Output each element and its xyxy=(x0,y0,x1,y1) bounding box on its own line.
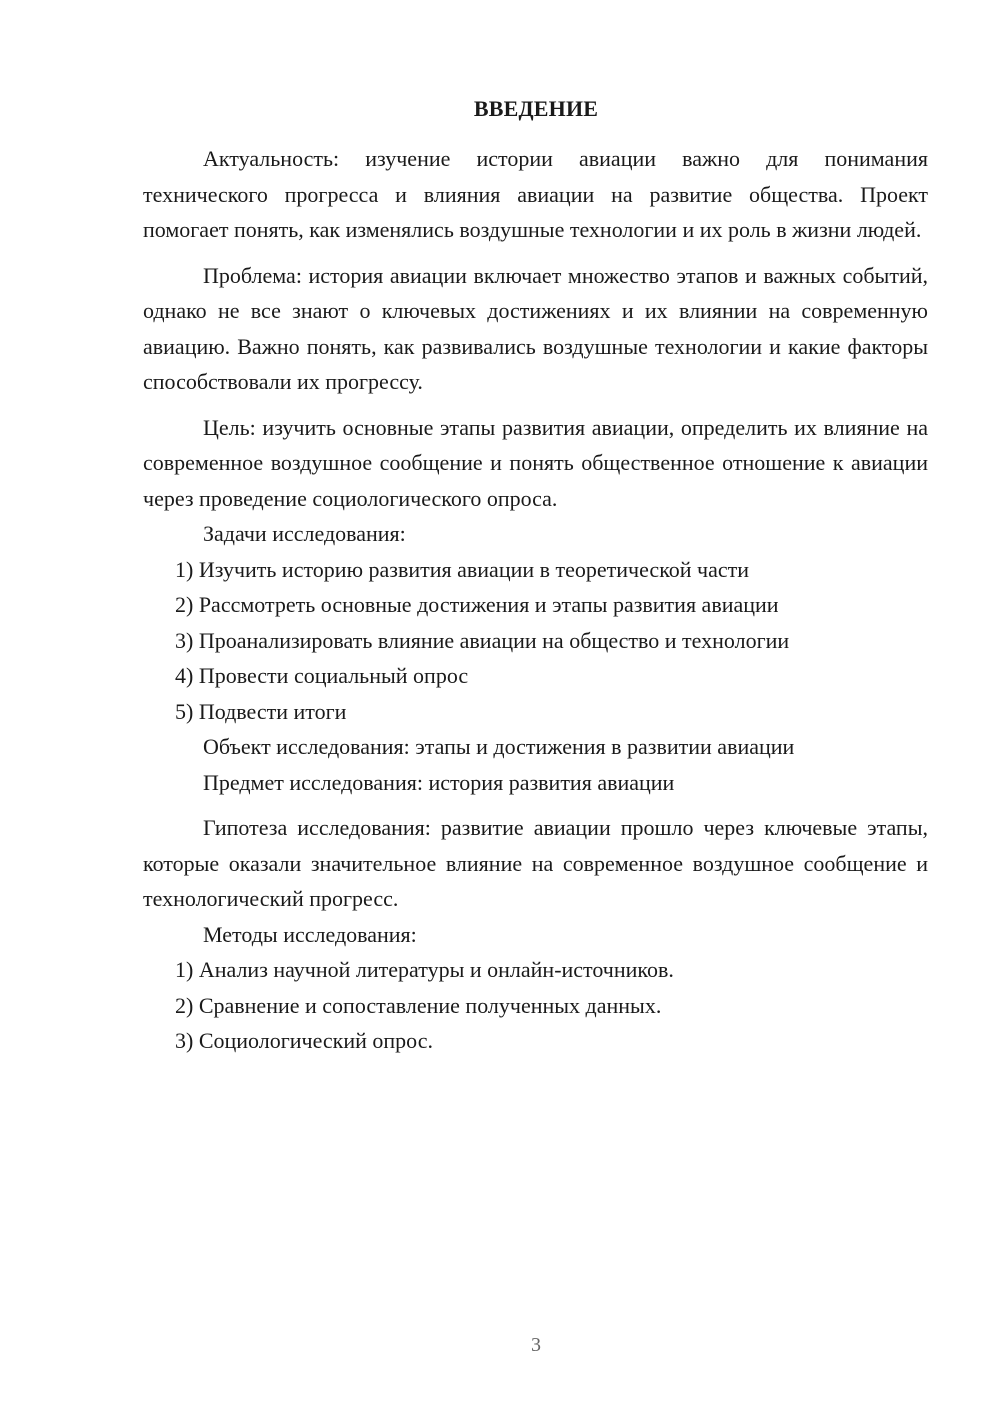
task-item: 1) Изучить историю развития авиации в теоретической части xyxy=(175,556,750,582)
task-item: 5) Подвести итоги xyxy=(175,698,347,724)
relevance-paragraph: Актуальность: изучение истории авиации важно для понимания технического прогресса и влияния авиации на развитие общества. Проект помогает понять, как изменялись воздушные технологии и их роль в жизни людей. xyxy=(143,146,928,242)
problem-paragraph: Проблема: история авиации включает множество этапов и важных событий, однако не все знают о ключевых достижениях и их влиянии на современную авиацию. Важно понять, как развивались воздушные технологии и какие факторы способствовали их прогрессу. xyxy=(143,262,928,394)
methods-heading: Методы исследования: xyxy=(203,921,417,947)
tasks-heading: Задачи исследования: xyxy=(203,521,406,546)
method-item: 2) Сравнение и сопоставление полученных данных. xyxy=(175,992,662,1018)
page-title: ВВЕДЕНИЕ xyxy=(473,96,599,121)
task-item: 3) Проанализировать влияние авиации на общество и технологии xyxy=(175,627,790,653)
goal-paragraph: Цель: изучить основные этапы развития авиации, определить их влияние на современное воздушное сообщение и понять общественное отношение к авиации через проведение социологического опроса. xyxy=(143,414,928,511)
object-line: Объект исследования: этапы и достижения в развитии авиации xyxy=(203,734,795,759)
document-body xyxy=(143,141,928,1059)
subject-line: Предмет исследования: история развития авиации xyxy=(203,769,675,795)
method-item: 1) Анализ научной литературы и онлайн-источников. xyxy=(175,957,674,982)
task-item: 4) Провести социальный опрос xyxy=(175,663,469,688)
hypothesis-paragraph: Гипотеза исследования: развитие авиации прошло через ключевые этапы, которые оказали значительное влияние на современное воздушное сообщение и технологический прогресс. xyxy=(143,815,928,911)
task-item: 2) Рассмотреть основные достижения и этапы развития авиации xyxy=(175,592,779,617)
method-item: 3) Социологический опрос. xyxy=(175,1028,433,1053)
page-number: 3 xyxy=(531,1334,541,1356)
